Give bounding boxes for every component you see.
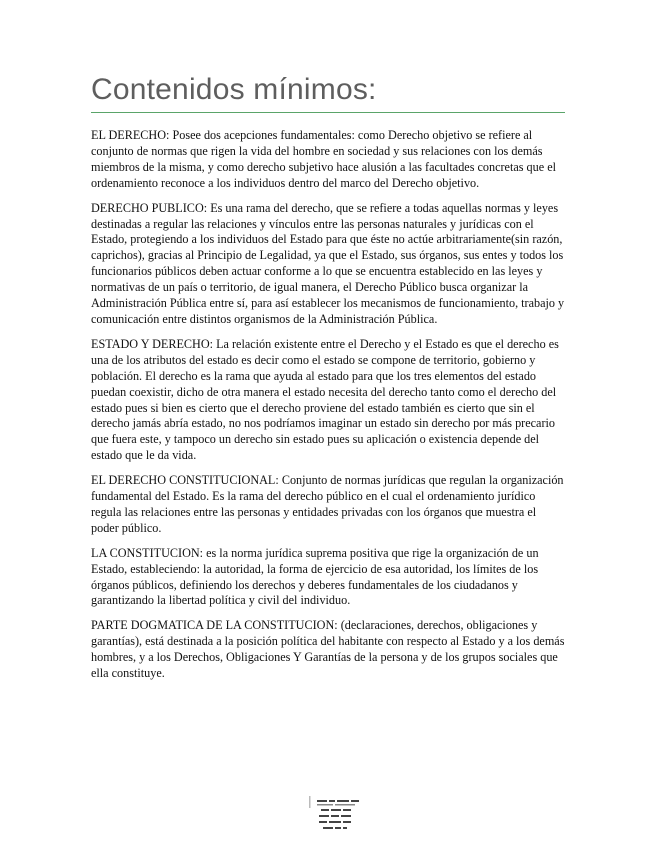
paragraph-derecho-publico [91, 201, 565, 328]
document-body [91, 128, 565, 691]
paragraph-text: Es una rama del derecho, que se refiere a todas aquellas normas y leyes destinadas a regular las relaciones y vínculos entre las personas naturales y jurídicas con el Estado, protegiendo a los individuos del Estado para que éste no actúe arbitrariamente(sin razón, caprichos), gracias al Principio de Legalidad, ya que el Estado, sus órganos, sus entes y todos los funcionarios públicos deben actuar conforme a lo que se encuentra establecido en las leyes y normativas de un país o territorio, de igual manera, el Derecho Público busca organizar la Administración Pública entre sí, para así establecer los mecanismos de funcionamiento, trabajo y comunicación entre distintos organismos de la Administración Pública. [91, 200, 565, 326]
paragraph-derecho-constitucional [91, 473, 565, 537]
title-underline [91, 112, 565, 113]
paragraph-text: La relación existente entre el Derecho y el Estado es que el derecho es una de los atributos del estado es decir como el estado se compone de territorio, gobierno y población. El derecho es la rama que ayuda al estado para que los tres elementos del estado puedan coexistir, dicho de otra manera el estado necesita del derecho tanto como el derecho del estado pues si bien es cierto que el derecho proviene del estado también es cierto que sin el derecho jamás abría estado, no nos podríamos imaginar un estado sin derecho por más precario que fuera este, y tampoco un derecho sin estado pues su aplicación o existencia depende del estado que le da vida. [91, 336, 559, 463]
paragraph-lead: DERECHO PUBLICO: [91, 200, 208, 215]
paragraph-lead: PARTE DOGMATICA DE LA CONSTITUCION: [91, 618, 338, 633]
page-title: Contenidos mínimos: [91, 73, 377, 106]
paragraph-text: Conjunto de normas jurídicas que regulan la organización fundamental del Estado. Es la rama del derecho público en el cual el ordenamiento jurídico regula las relaciones entre las personas y entidades privadas con los órganos que muestra el poder público. [91, 473, 564, 535]
paragraph-lead: LA CONSTITUCION: [91, 545, 204, 560]
paragraph-text: es la norma jurídica suprema positiva que rige la organización de un Estado, estableciendo: la autoridad, la forma de ejercicio de esa autoridad, los límites de los órganos públicos, definiendo los derechos y deberes fundamentales de los ciudadanos y garantizando la libertad política y civil del individuo. [91, 545, 539, 608]
footer-logo-icon [307, 796, 365, 838]
paragraph-lead: ESTADO Y DERECHO: [91, 336, 214, 351]
paragraph-text: (declaraciones, derechos, obligaciones y garantías), está destinada a la posición política del habitante con respecto al Estado y a los demás hombres, y a los Derechos, Obligaciones Y Garantías de la persona y de los grupos sociales que ella constituye. [91, 618, 565, 681]
paragraph-el-derecho [91, 128, 565, 192]
paragraph-lead: EL DERECHO: [91, 128, 170, 142]
paragraph-estado-y-derecho [91, 337, 565, 464]
paragraph-parte-dogmatica [91, 618, 565, 682]
paragraph-la-constitucion [91, 546, 565, 610]
paragraph-lead: EL DERECHO CONSTITUCIONAL: [91, 473, 279, 488]
paragraph-text: Posee dos acepciones fundamentales: como Derecho objetivo se refiere al conjunto de normas que rigen la vida del hombre en sociedad y sus relaciones con los demás miembros de la misma, y como derecho subjetivo hace alusión a las facultades concretas que el ordenamiento reconoce a los individuos dentro del marco del Derecho objetivo. [91, 128, 556, 190]
